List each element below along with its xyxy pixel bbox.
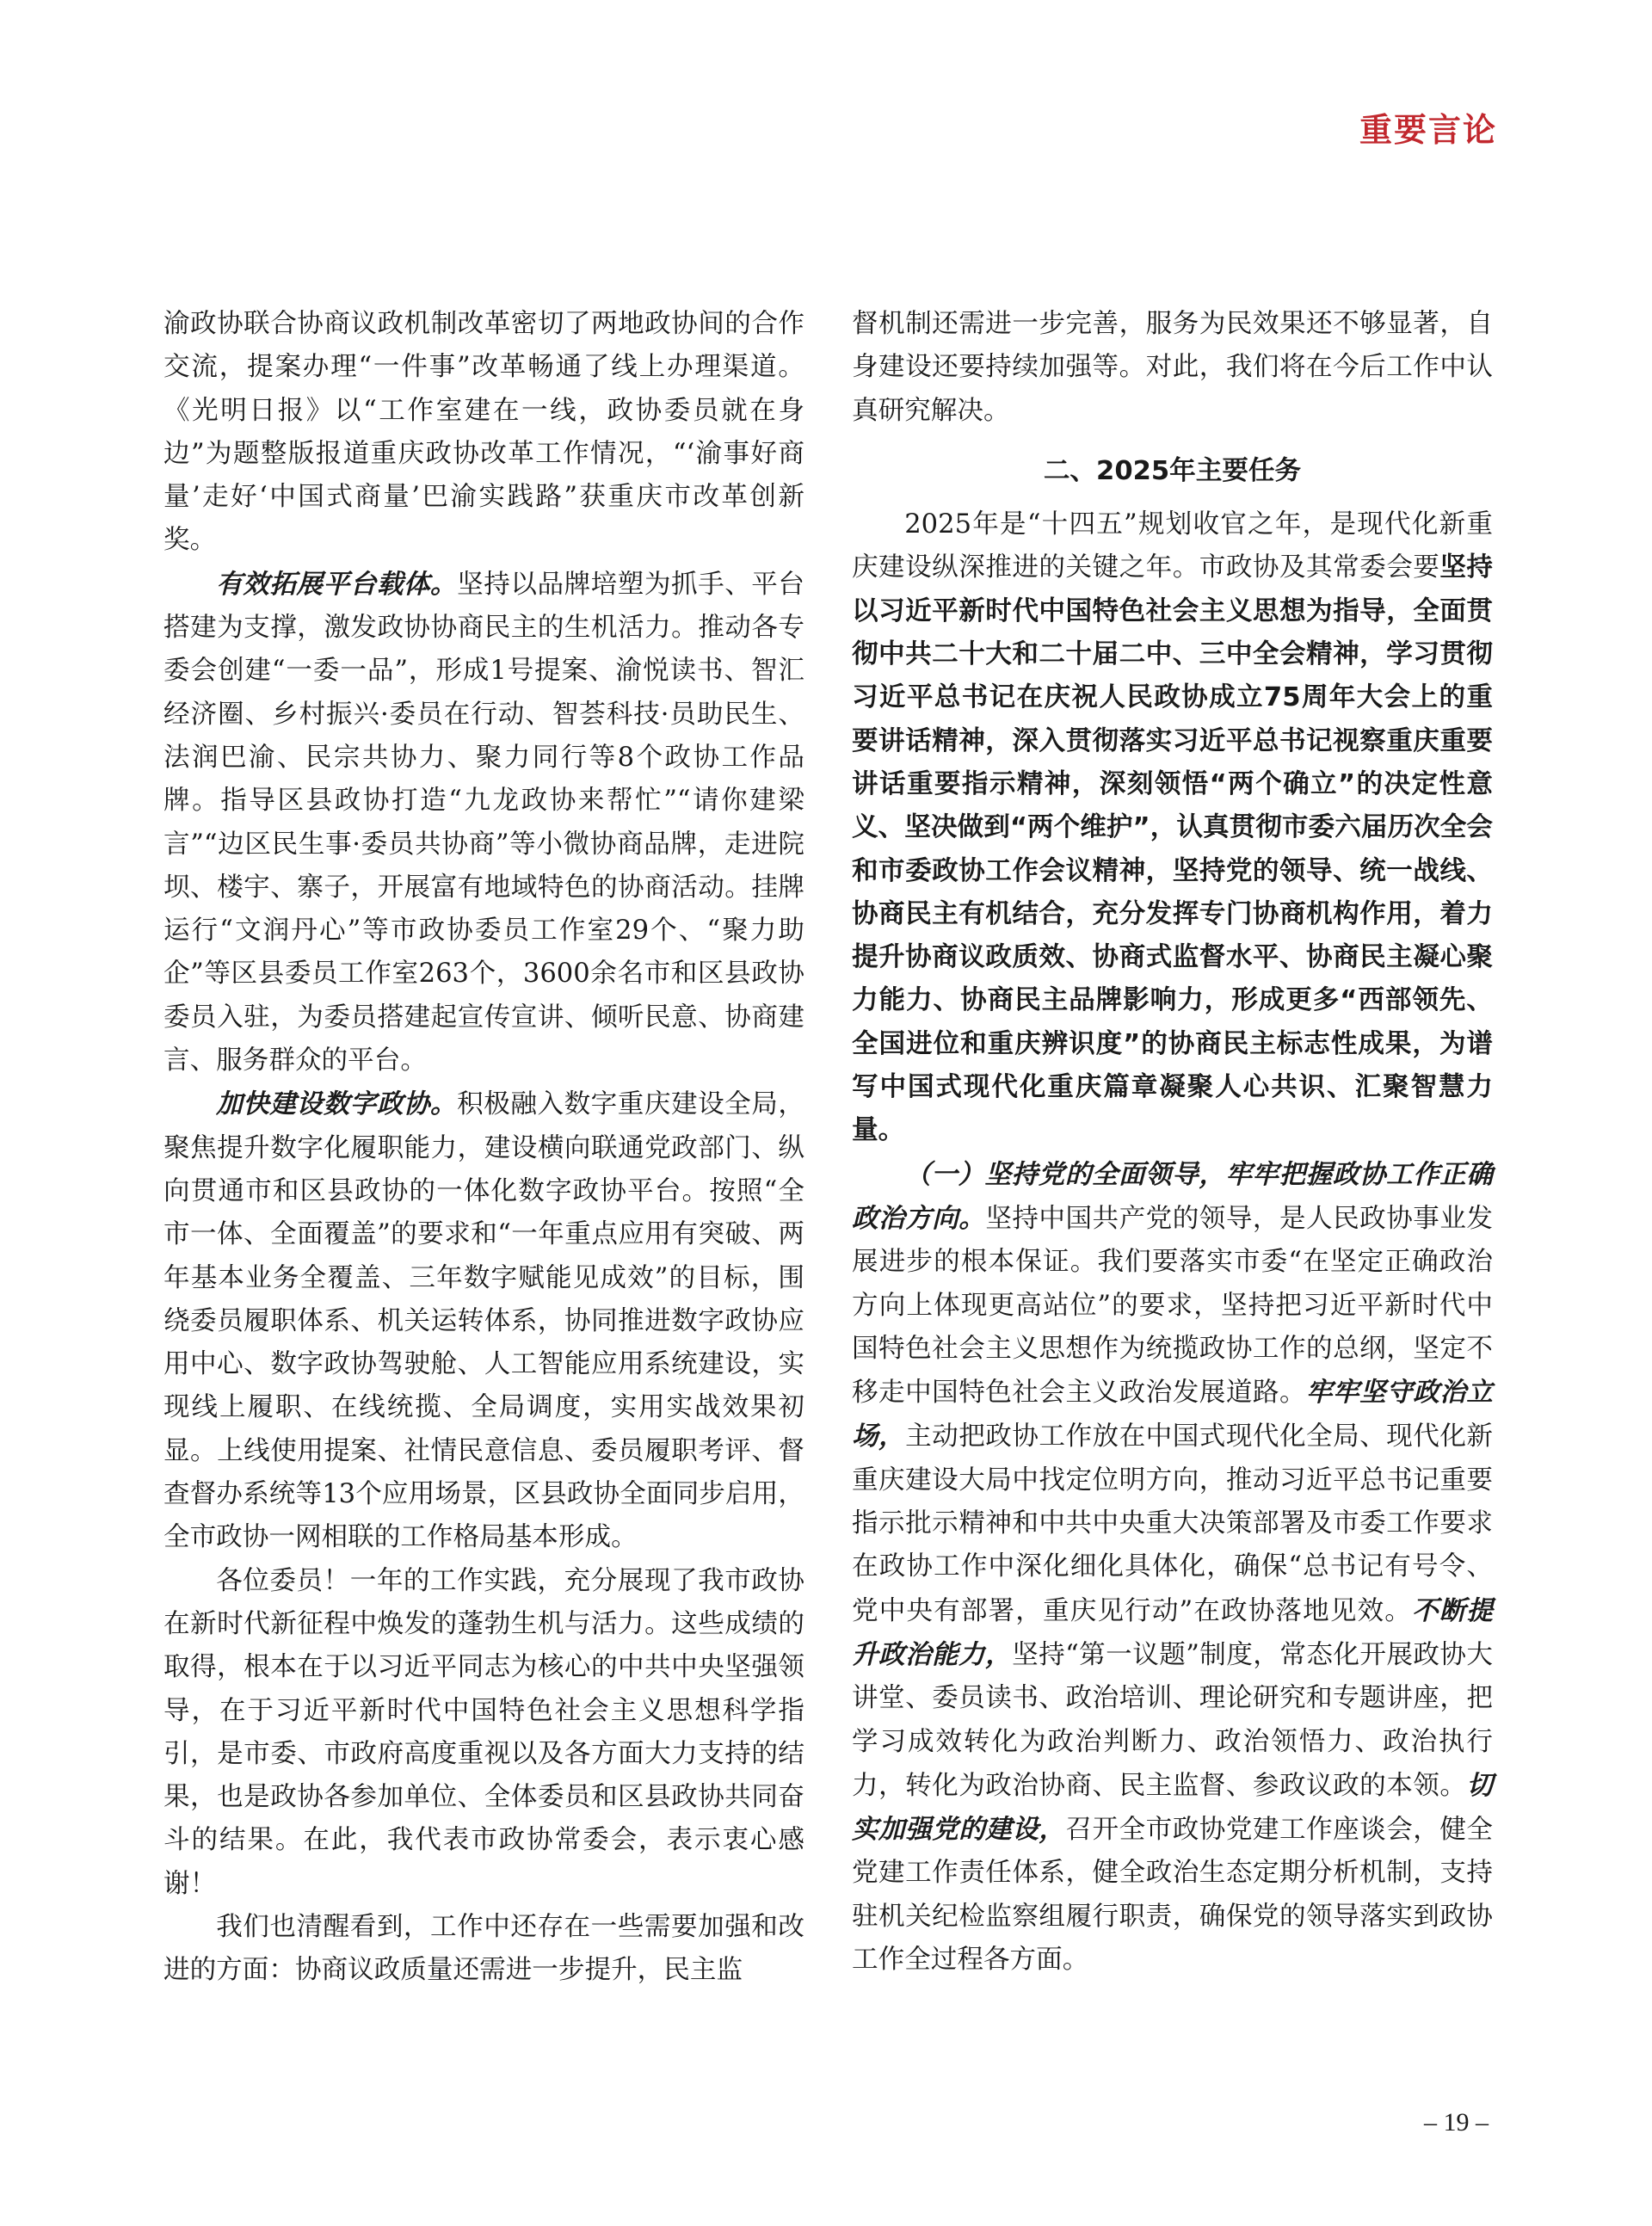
paragraph: [163, 563, 804, 1083]
paragraph-emphasis: 坚持以习近平新时代中国特色社会主义思想为指导，全面贯彻中共二十大和二十届二中、三中全会精神，学习贯彻习近平总书记在庆祝人民政协成立75周年大会上的重要讲话精神，深入贯彻落实习近平总书记视察重庆重要讲话重要指示精神，深刻领悟“两个确立”的决定性意义、坚决做到“两个维护”，认真贯彻市委六届历次全会和市委政协工作会议精神，坚持党的领导、统一战线、协商民主有机结合，充分发挥专门协商机构作用，着力提升协商议政质效、协商式监督水平、协商民主凝心聚力能力、协商民主品牌影响力，形成更多“西部领先、全国进位和重庆辨识度”的协商民主标志性成果，为谱写中国式现代化重庆篇章凝聚人心共识、汇聚智慧力量。: [852, 552, 1493, 1146]
paragraph-lead: 切实加强党的建设，: [852, 1769, 1493, 1846]
paragraph-body: 坚持中国共产党的领导，是人民政协事业发展进步的根本保证。我们要落实市委“在坚定正确政治方向上体现更高站位”的要求，坚持把习近平新时代中国特色社会主义思想作为统揽政协工作的总纲，坚定不移走中国特色社会主义政治发展道路。: [852, 1203, 1494, 1409]
paragraph-lead: （一）坚持党的全面领导，牢牢把握政协工作正确政治方向。: [852, 1158, 1493, 1234]
left-column: [163, 303, 804, 1993]
paragraph-lead: 牢牢坚守政治立场，: [852, 1377, 1494, 1452]
paragraph-body: 主动把政协工作放在中国式现代化全局、现代化新重庆建设大局中找定位明方向，推动习近平总书记重要指示批示精神和中共中央重大决策部署及市委工作要求在政协工作中深化细化具体化，确保“总书记有号令、党中央有部署，重庆见行动”在政协落地见效。: [852, 1421, 1494, 1626]
paragraph-body: 坚持以品牌培塑为抓手、平台搭建为支撑，激发政协协商民主的生机活力。推动各专委会创建“一委一品”，形成1号提案、渝悦读书、智汇经济圈、乡村振兴·委员在行动、智荟科技·员助民生、法润巴渝、民宗共协力、聚力同行等8个政协工作品牌。指导区县政协打造“九龙政协来帮忙”“请你建梁言”“边区民生事·委员共协商”等小微协商品牌，走进院坝、楼宇、寨子，开展富有地域特色的协商活动。挂牌运行“文润丹心”等市政协委员工作室29个、“聚力助企”等区县委员工作室263个，3600余名市和区县政协委员入驻，为委员搭建起宣传宣讲、倾听民意、协商建言、服务群众的平台。: [163, 569, 805, 1076]
right-column: [852, 303, 1493, 1982]
page-number: – 19 –: [1424, 2108, 1489, 2137]
paragraph: 我们也清醒看到，工作中还存在一些需要加强和改进的方面：协商议政质量还需进一步提升，民主监: [163, 1911, 804, 1986]
paragraph-lead: 不断提升政治能力，: [852, 1594, 1494, 1670]
paragraph: 渝政协联合协商议政机制改革密切了两地政协间的合作交流，提案办理“一件事”改革畅通了线上办理渠道。《光明日报》以“工作室建在一线，政协委员就在身边”为题整版报道重庆政协改革工作情况，“‘渝事好商量’走好‘中国式商量’巴渝实践路”获重庆市改革创新奖。: [163, 309, 804, 556]
paragraph: [852, 1153, 1493, 1982]
paragraph-body: 坚持“第一议题”制度，常态化开展政协大讲堂、委员读书、政治培训、理论研究和专题讲座，把学习成效转化为政治判断力、政治领悟力、政治执行力，转化为政治协商、民主监督、参政议政的本领。: [852, 1639, 1493, 1801]
paragraph-intro: 2025年是“十四五”规划收官之年，是现代化新重庆建设纵深推进的关键之年。市政协及其常委会要: [852, 509, 1493, 583]
section-heading: 二、2025年主要任务: [1043, 455, 1302, 486]
section-title: 重要言论: [1359, 111, 1497, 149]
paragraph-lead: 加快建设数字政协。: [216, 1088, 458, 1120]
paragraph-body: 积极融入数字重庆建设全局，聚焦提升数字化履职能力，建设横向联通党政部门、纵向贯通市和区县政协的一体化数字政协平台。按照“全市一体、全面覆盖”的要求和“一年重点应用有突破、两年基本业务全覆盖、三年数字赋能见成效”的目标，围绕委员履职体系、机关运转体系，协同推进数字政协应用中心、数字政协驾驶舱、人工智能应用系统建设，实现线上履职、在线统揽、全局调度，实用实战效果初显。上线使用提案、社情民意信息、委员履职考评、督查督办系统等13个应用场景，区县政协全面同步启用，全市政协一网相联的工作格局基本形成。: [163, 1089, 805, 1553]
paragraph: 各位委员！一年的工作实践，充分展现了我市政协在新时代新征程中焕发的蓬勃生机与活力。这些成绩的取得，根本在于以习近平同志为核心的中共中央坚强领导，在于习近平新时代中国特色社会主义思想科学指引，是市委、市政府高度重视以及各方面大力支持的结果，也是政协各参加单位、全体委员和区县政协共同奋斗的结果。在此，我代表市政协常委会，表示衷心感谢！: [163, 1565, 804, 1899]
paragraph-body: 召开全市政协党建工作座谈会，健全党建工作责任体系，健全政治生态定期分析机制，支持驻机关纪检监察组履行职责，确保党的领导落实到政协工作全过程各方面。: [852, 1815, 1494, 1975]
paragraph: [163, 1082, 804, 1559]
paragraph: [852, 503, 1493, 1152]
paragraph-lead: 有效拓展平台载体。: [216, 568, 458, 600]
paragraph: 督机制还需进一步完善，服务为民效果还不够显著，自身建设还要持续加强等。对此，我们将在今后工作中认真研究解决。: [852, 309, 1493, 426]
